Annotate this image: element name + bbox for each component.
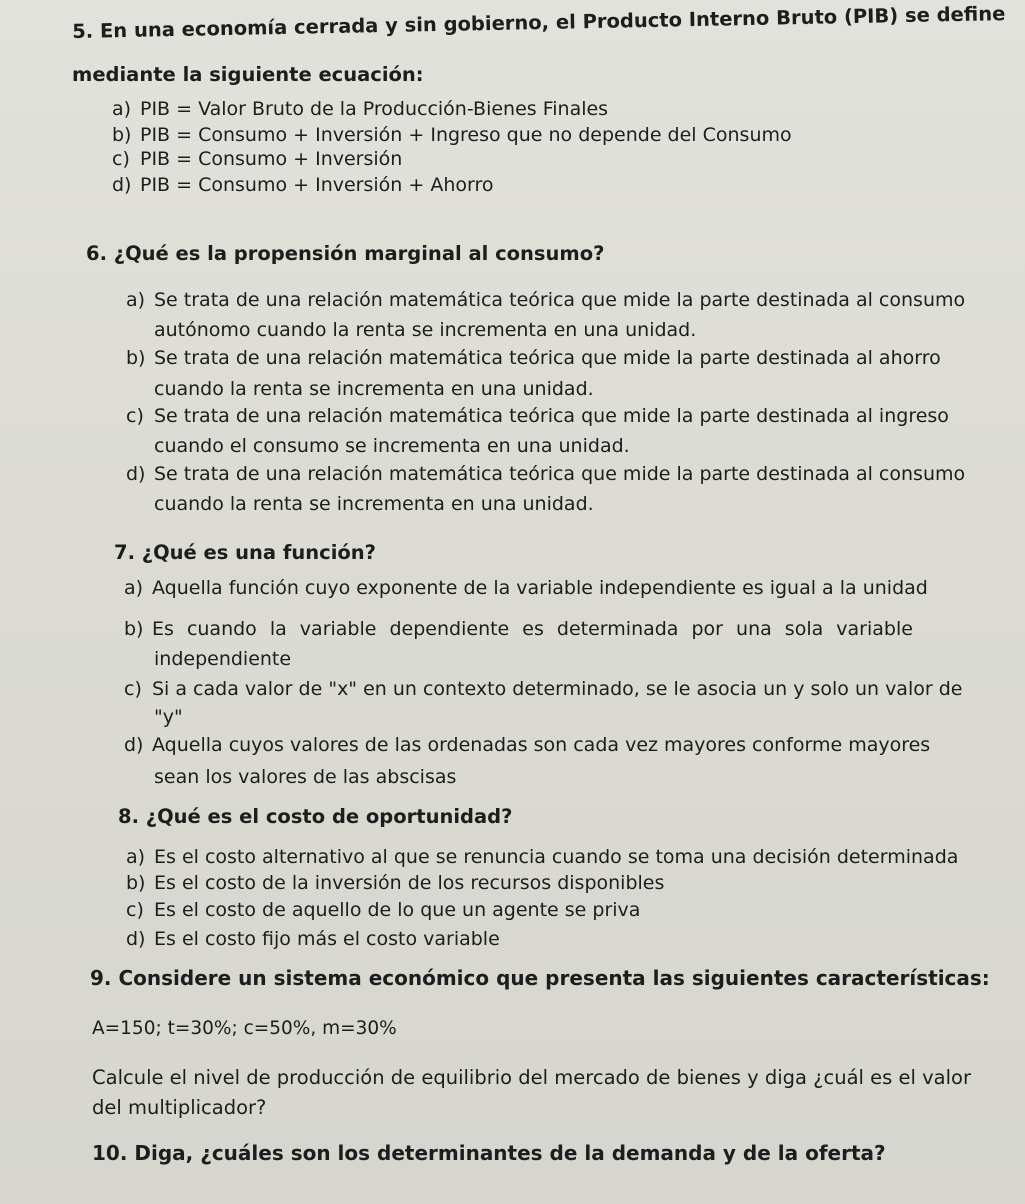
option-letter: c) xyxy=(126,899,144,921)
question-10-title: 10. Diga, ¿cuáles son los determinantes de la demanda y de la oferta? xyxy=(92,1141,886,1165)
option-letter: a) xyxy=(112,98,132,120)
option-letter: d) xyxy=(126,928,146,950)
option-text: Si a cada valor de "x" en un contexto determinado, se le asocia un y solo un valor de xyxy=(152,678,963,700)
question-5-option-d xyxy=(112,173,494,197)
question-8-option-b xyxy=(126,871,664,895)
question-7-option-a xyxy=(124,576,928,600)
question-6-title: 6. ¿Qué es la propensión marginal al consumo? xyxy=(86,242,605,265)
option-text: Aquella cuyos valores de las ordenadas son cada vez mayores conforme mayores xyxy=(152,734,931,756)
option-text: Se trata de una relación matemática teórica que mide la parte destinada al consumo xyxy=(154,289,966,311)
option-letter: b) xyxy=(124,618,144,640)
question-9-title: 9. Considere un sistema económico que presenta las siguientes características: xyxy=(90,966,990,990)
question-6-option-d-continued: cuando la renta se incrementa en una unidad. xyxy=(154,493,594,515)
question-7-option-d xyxy=(124,733,930,757)
option-letter: d) xyxy=(112,174,132,196)
question-7-option-c-continued: "y" xyxy=(154,706,183,728)
question-7-title: 7. ¿Qué es una función? xyxy=(114,541,376,564)
option-letter: a) xyxy=(124,577,144,599)
option-text: Se trata de una relación matemática teórica que mide la parte destinada al ingreso xyxy=(154,405,949,427)
question-5-option-b xyxy=(112,123,792,147)
question-8-title: 8. ¿Qué es el costo de oportunidad? xyxy=(118,805,513,828)
option-letter: d) xyxy=(126,463,146,485)
option-letter: b) xyxy=(126,872,146,894)
option-text: Es el costo alternativo al que se renuncia cuando se toma una decisión determinada xyxy=(154,846,959,868)
option-text: PIB = Consumo + Inversión + Ahorro xyxy=(140,174,494,196)
question-7-option-c xyxy=(124,677,962,701)
option-text: Es el costo de aquello de lo que un agente se priva xyxy=(154,899,641,921)
question-6-option-b xyxy=(126,346,941,370)
option-text: PIB = Valor Bruto de la Producción-Bienes Finales xyxy=(140,98,609,120)
question-7-option-b xyxy=(124,617,913,641)
option-letter: b) xyxy=(126,347,146,369)
option-text: Es el costo fijo más el costo variable xyxy=(154,928,500,950)
option-letter: b) xyxy=(112,124,132,146)
option-text: PIB = Consumo + Inversión xyxy=(140,148,403,170)
question-7-option-b-continued: independiente xyxy=(154,648,292,670)
option-text: PIB = Consumo + Inversión + Ingreso que no depende del Consumo xyxy=(140,124,792,146)
option-text: Es cuando la variable dependiente es determinada por una sola variable xyxy=(152,618,913,640)
question-6-option-a-continued: autónomo cuando la renta se incrementa en una unidad. xyxy=(154,319,697,341)
option-letter: c) xyxy=(112,148,130,170)
option-letter: c) xyxy=(124,678,142,700)
question-7-option-d-continued: sean los valores de las abscisas xyxy=(154,766,457,788)
question-6-option-c-continued: cuando el consumo se incrementa en una unidad. xyxy=(154,435,630,457)
option-letter: d) xyxy=(124,734,144,756)
option-letter: a) xyxy=(126,846,146,868)
question-6-option-a xyxy=(126,288,965,312)
question-6-option-c xyxy=(126,404,949,428)
question-5-title-continued: mediante la siguiente ecuación: xyxy=(72,63,424,86)
option-letter: c) xyxy=(126,405,144,427)
question-8-option-c xyxy=(126,898,640,922)
question-6-option-d xyxy=(126,462,965,486)
option-text: Es el costo de la inversión de los recursos disponibles xyxy=(154,872,665,894)
question-5-option-a xyxy=(112,97,608,121)
question-8-option-a xyxy=(126,845,958,869)
option-text: Se trata de una relación matemática teórica que mide la parte destinada al ahorro xyxy=(154,347,941,369)
question-5-option-c xyxy=(112,147,402,171)
question-9-statement: Calcule el nivel de producción de equilibrio del mercado de bienes y diga ¿cuál es el valor xyxy=(92,1066,971,1089)
question-8-option-d xyxy=(126,927,500,951)
question-6-option-b-continued: cuando la renta se incrementa en una unidad. xyxy=(154,378,594,400)
option-text: Aquella función cuyo exponente de la variable independiente es igual a la unidad xyxy=(152,577,928,599)
question-5-title: 5. En una economía cerrada y sin gobierno, el Producto Interno Bruto (PIB) se define xyxy=(72,2,1006,43)
question-9-statement-continued: del multiplicador? xyxy=(92,1096,267,1119)
option-text: Se trata de una relación matemática teórica que mide la parte destinada al consumo xyxy=(154,463,966,485)
option-letter: a) xyxy=(126,289,146,311)
question-9-parameters: A=150; t=30%; c=50%, m=30% xyxy=(92,1018,397,1039)
